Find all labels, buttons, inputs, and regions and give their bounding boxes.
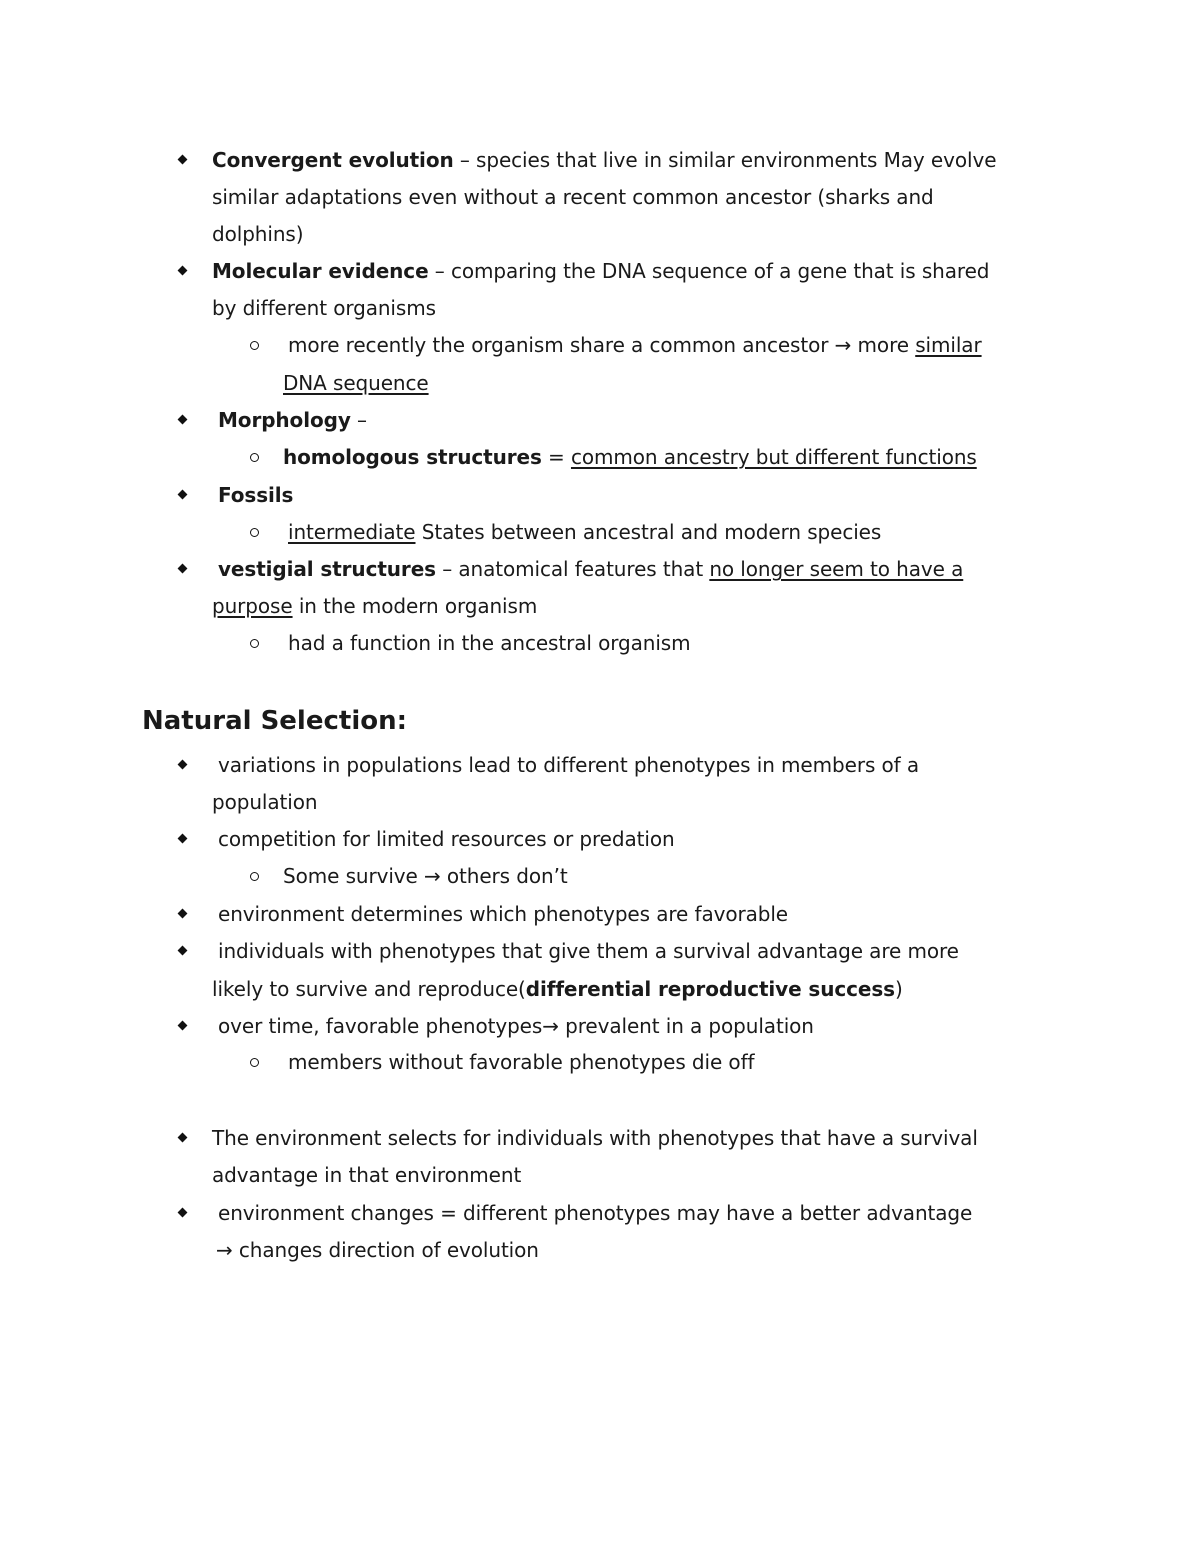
convergent-line-2: similar adaptations even without a recent common ancestor (sharks and bbox=[212, 185, 934, 209]
term-convergent-evolution: Convergent evolution bbox=[212, 148, 454, 172]
term-fossils: Fossils bbox=[218, 483, 294, 507]
ns-item-1-line-2: population bbox=[212, 790, 318, 814]
bullet-icon bbox=[178, 415, 188, 425]
sub-bullet-icon bbox=[250, 528, 259, 537]
ns-item-3: environment determines which phenotypes are favorable bbox=[218, 902, 789, 926]
bullet-icon bbox=[178, 564, 188, 574]
fossils-sub-line: intermediate States between ancestral and modern species bbox=[288, 520, 882, 544]
sub-bullet-icon bbox=[250, 453, 259, 462]
molecular-line-1: Molecular evidence – comparing the DNA sequence of a gene that is shared bbox=[212, 259, 990, 283]
ns-item-2-sub: Some survive → others don’t bbox=[283, 864, 568, 888]
convergent-line-3: dolphins) bbox=[212, 222, 304, 246]
vestigial-line-1: vestigial structures – anatomical features that no longer seem to have a bbox=[218, 557, 964, 581]
ns-item-7-line-2: → changes direction of evolution bbox=[216, 1238, 539, 1262]
bullet-icon bbox=[178, 490, 188, 500]
bullet-icon bbox=[178, 909, 188, 919]
molecular-sub-line-1: more recently the organism share a common ancestor → more similar bbox=[288, 333, 982, 357]
term-molecular-evidence: Molecular evidence bbox=[212, 259, 429, 283]
term-morphology: Morphology bbox=[218, 408, 351, 432]
term-differential-reproductive-success: differential reproductive success bbox=[525, 977, 895, 1001]
morphology-line: Morphology – bbox=[218, 408, 367, 432]
bullet-icon bbox=[178, 1208, 188, 1218]
sub-bullet-icon bbox=[250, 341, 259, 350]
vestigial-sub-line: had a function in the ancestral organism bbox=[288, 631, 691, 655]
ns-item-5-sub: members without favorable phenotypes die off bbox=[288, 1050, 755, 1074]
bullet-icon bbox=[178, 1021, 188, 1031]
ns-item-7-line-1: environment changes = different phenotypes may have a better advantage bbox=[218, 1201, 973, 1225]
ns-item-4-line-2: likely to survive and reproduce(differential reproductive success) bbox=[212, 977, 903, 1001]
molecular-line-2: by different organisms bbox=[212, 296, 436, 320]
sub-bullet-icon bbox=[250, 872, 259, 881]
ns-item-6-line-1: The environment selects for individuals with phenotypes that have a survival bbox=[212, 1126, 978, 1150]
ns-item-1-line-1: variations in populations lead to different phenotypes in members of a bbox=[218, 753, 920, 777]
bullet-icon bbox=[178, 834, 188, 844]
bullet-icon bbox=[178, 1133, 188, 1143]
ns-item-2: competition for limited resources or predation bbox=[218, 827, 675, 851]
molecular-sub-line-2: DNA sequence bbox=[283, 371, 429, 395]
vestigial-line-2: purpose in the modern organism bbox=[212, 594, 538, 618]
ns-item-6-line-2: advantage in that environment bbox=[212, 1163, 522, 1187]
convergent-line-1: Convergent evolution – species that live in similar environments May evolve bbox=[212, 148, 997, 172]
term-homologous-structures: homologous structures bbox=[283, 445, 542, 469]
sub-bullet-icon bbox=[250, 1058, 259, 1067]
bullet-icon bbox=[178, 946, 188, 956]
bullet-icon bbox=[178, 760, 188, 770]
bullet-icon bbox=[178, 155, 188, 165]
ns-item-4-line-1: individuals with phenotypes that give them a survival advantage are more bbox=[218, 939, 959, 963]
bullet-icon bbox=[178, 266, 188, 276]
morphology-sub-line: homologous structures = common ancestry but different functions bbox=[283, 445, 977, 469]
ns-item-5: over time, favorable phenotypes→ prevalent in a population bbox=[218, 1014, 814, 1038]
sub-bullet-icon bbox=[250, 639, 259, 648]
term-vestigial-structures: vestigial structures bbox=[218, 557, 436, 581]
section-heading: Natural Selection: bbox=[142, 706, 408, 736]
